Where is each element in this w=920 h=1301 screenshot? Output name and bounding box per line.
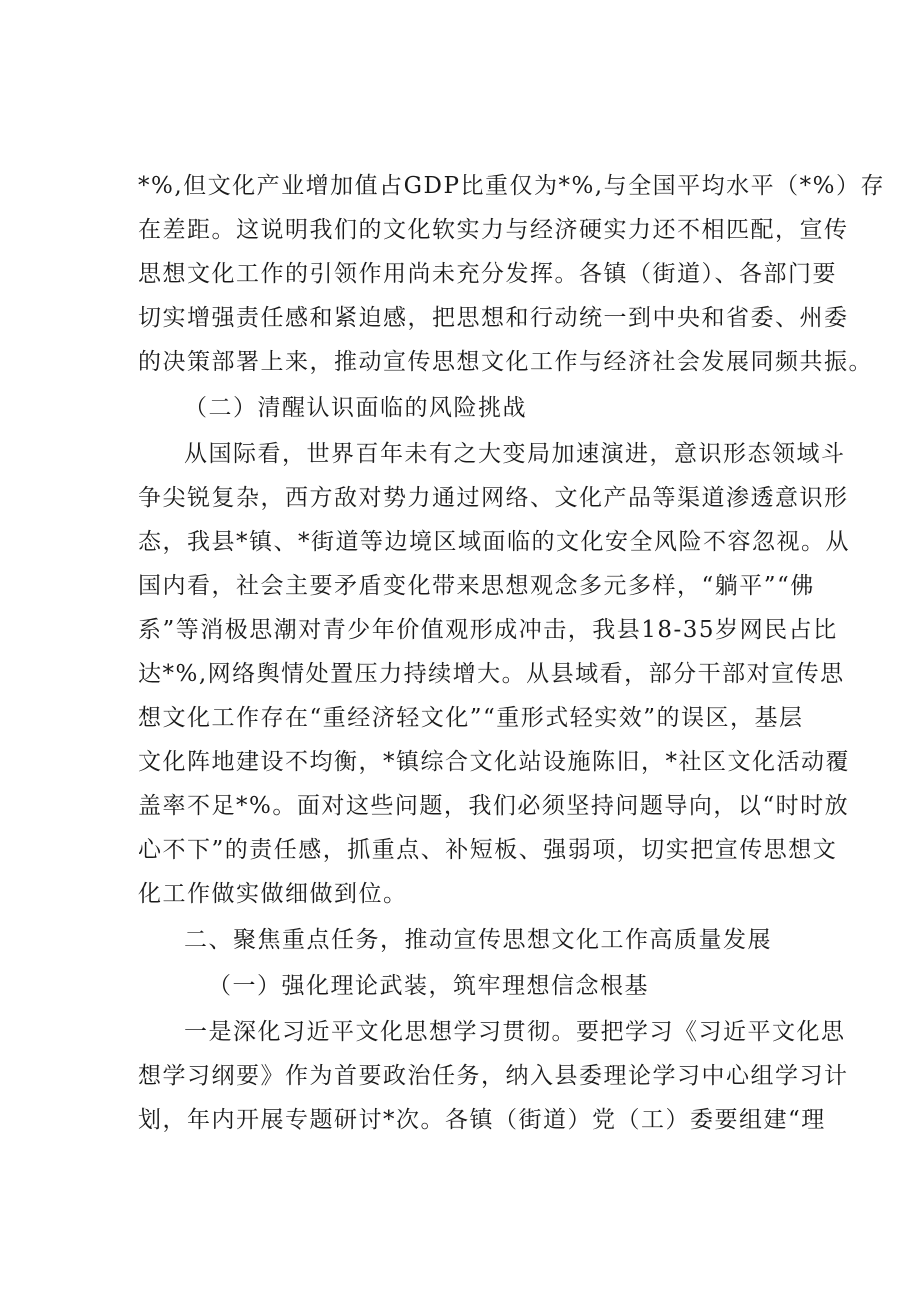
paragraph-line: 一是深化习近平文化思想学习贯彻。要把学习《习近平文化思 (184, 1019, 846, 1045)
paragraph-line: 想文化工作存在“重经济轻文化”“重形式轻实效”的误区，基层 (138, 705, 804, 731)
section-title: 二、聚焦重点任务，推动宣传思想文化工作高质量发展 (184, 927, 772, 953)
paragraph-line: 切实增强责任感和紧迫感，把思想和行动统一到中央和省委、州委 (138, 305, 849, 331)
paragraph-line: 在差距。这说明我们的文化软实力与经济硬实力还不相匹配，宣传 (138, 217, 849, 243)
paragraph-line: 争尖锐复杂，西方敌对势力通过网络、文化产品等渠道渗透意识形 (138, 485, 849, 511)
subsection-heading: （一）强化理论武装，筑牢理想信念根基 (208, 973, 649, 999)
paragraph-line: 系”等消极思潮对青少年价值观形成冲击，我县18-35岁网民占比 (138, 617, 838, 643)
paragraph-line: 划，年内开展专题研讨*次。各镇（街道）党（工）委要组建“理 (138, 1107, 826, 1133)
paragraph-line: 从国际看，世界百年未有之大变局加速演进，意识形态领域斗 (184, 441, 846, 467)
paragraph-line: 文化阵地建设不均衡，*镇综合文化站设施陈旧，*社区文化活动覆 (138, 749, 850, 775)
paragraph-line: 心不下”的责任感，抓重点、补短板、强弱项，切实把宣传思想文 (138, 837, 838, 863)
paragraph-line: 思想文化工作的引领作用尚未充分发挥。各镇（街道）、各部门要 (138, 261, 837, 287)
paragraph-line: 想学习纲要》作为首要政治任务，纳入县委理论学习中心组学习计 (138, 1063, 849, 1089)
paragraph-line: 态，我县*镇、*街道等边境区域面临的文化安全风险不容忽视。从 (138, 529, 850, 555)
paragraph-line: 国内看，社会主要矛盾变化带来思想观念多元多样，“躺平”“佛 (138, 573, 815, 599)
paragraph-line: 的决策部署上来，推动宣传思想文化工作与经济社会发展同频共振。 (138, 349, 873, 375)
paragraph-line: *%,但文化产业增加值占GDP比重仅为*%,与全国平均水平（*%）存 (138, 173, 885, 199)
paragraph-line: 化工作做实做细做到位。 (138, 881, 408, 907)
paragraph-line: 达*%,网络舆情处置压力持续增大。从县域看，部分干部对宣传思 (138, 661, 845, 687)
subsection-heading: （二）清醒认识面临的风险挑战 (184, 395, 527, 421)
paragraph-line: 盖率不足*%。面对这些问题，我们必须坚持问题导向，以“时时放 (138, 793, 850, 819)
